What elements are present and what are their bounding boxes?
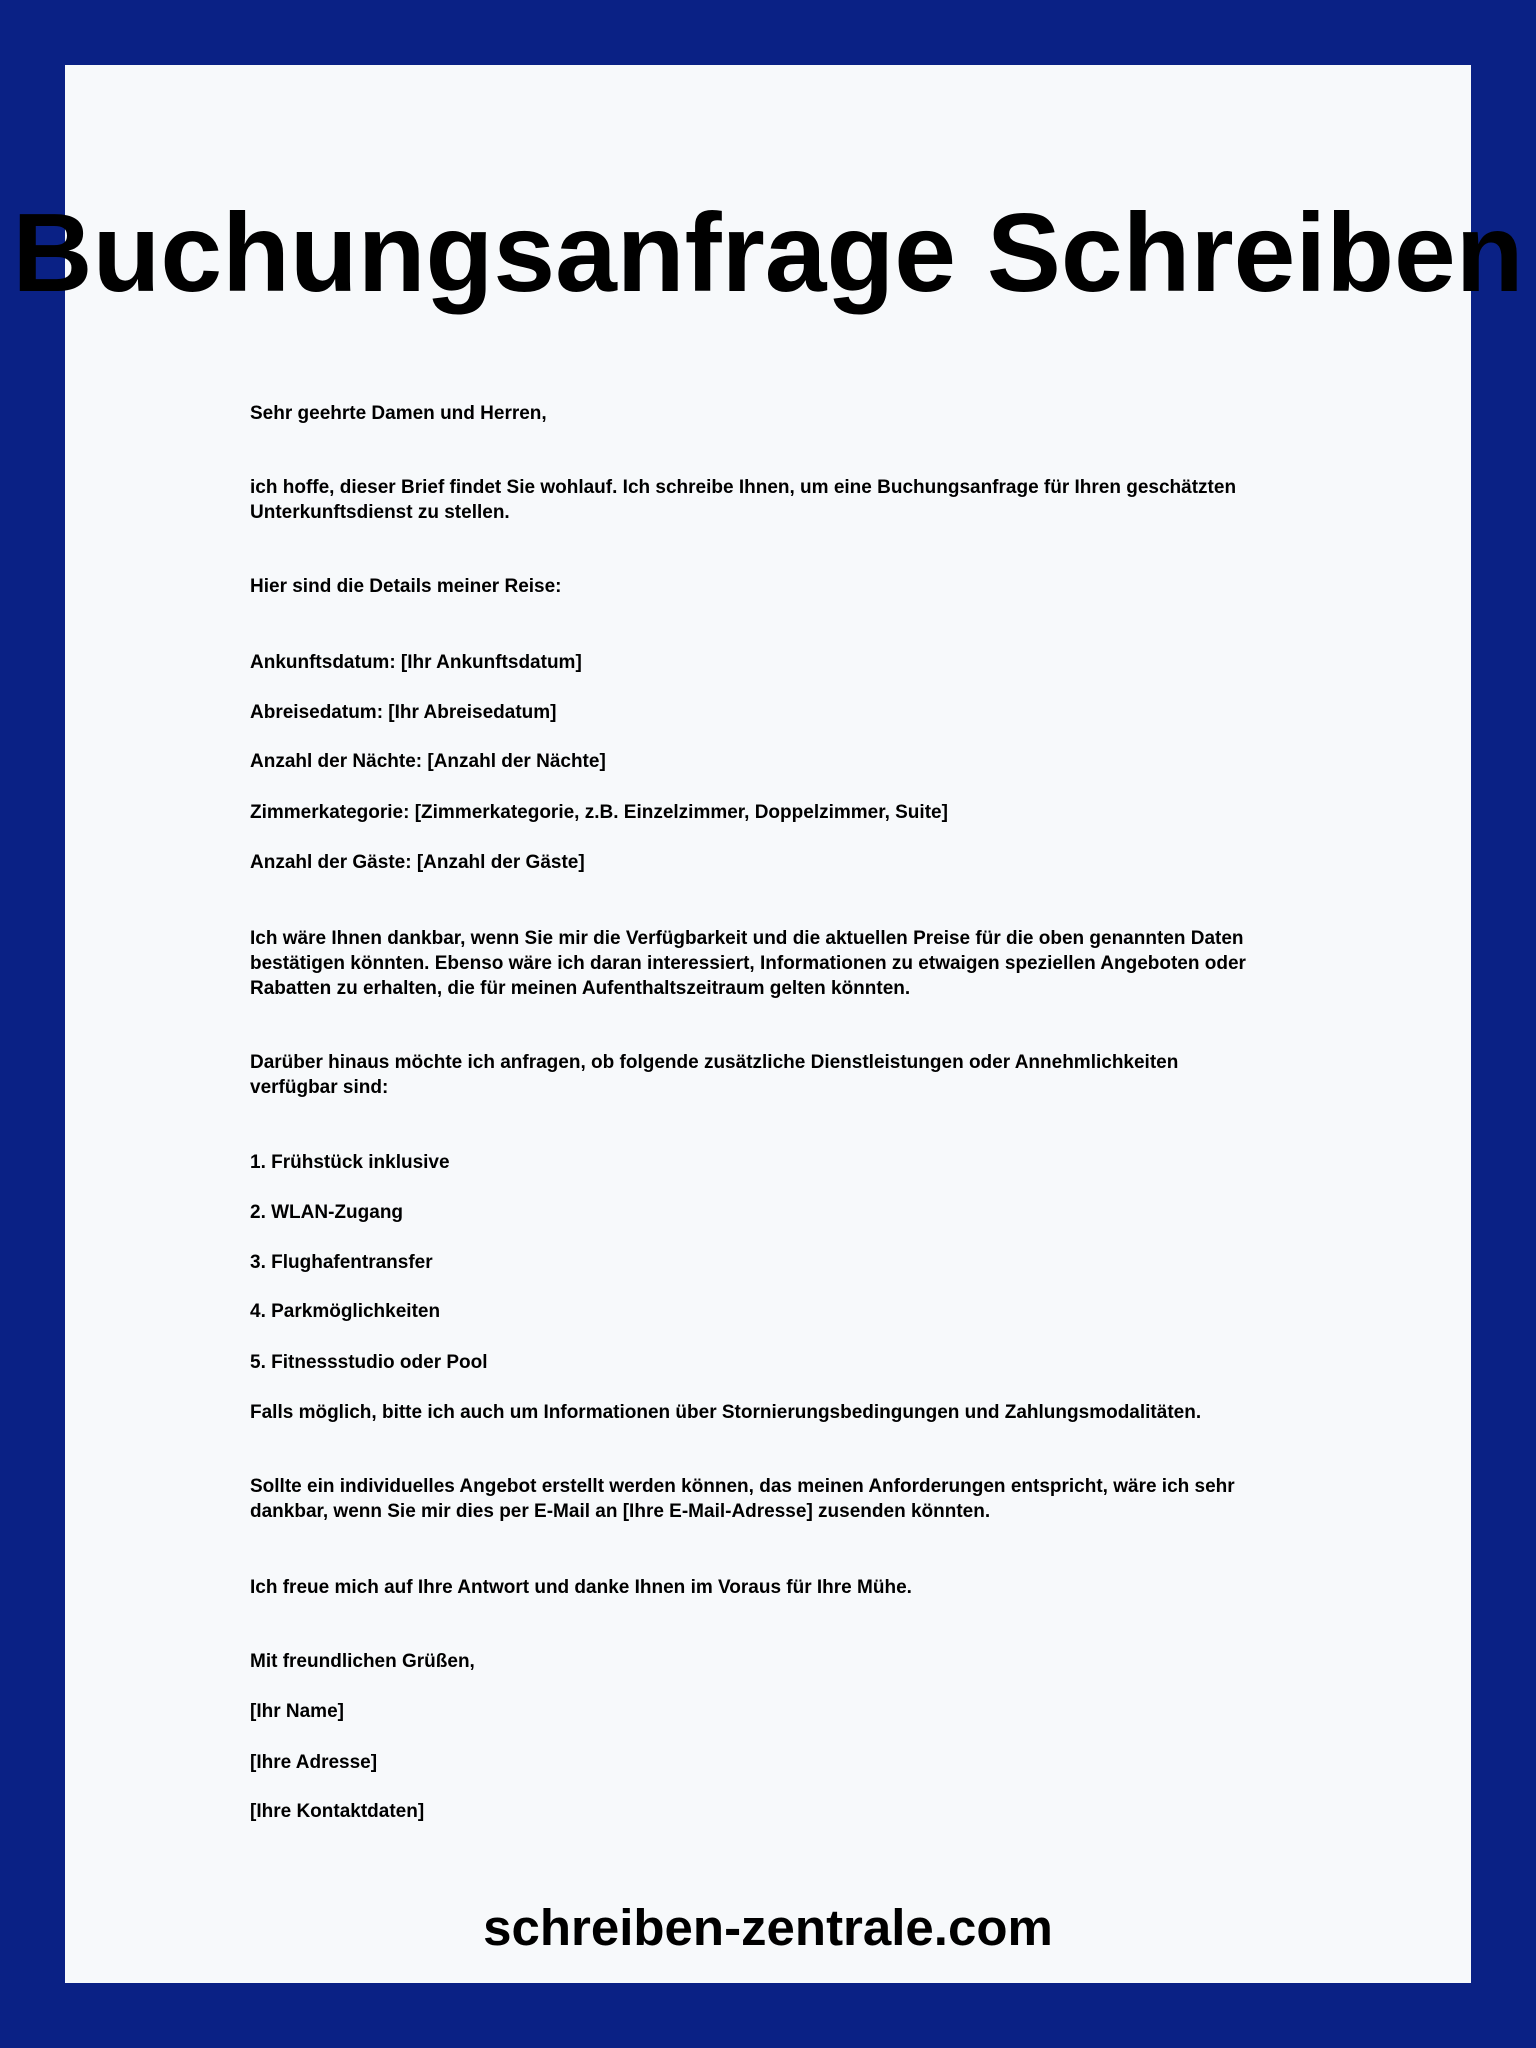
offer-paragraph: Sollte ein individuelles Angebot erstellt werden können, das meinen Anforderungen entspricht, wäre ich sehr dankbar, wenn Sie mir dies per E-Mail an [Ihre E-Mail-Adresse] zusenden könnten. [250,1476,1235,1522]
service-item: 4. Parkmöglichkeiten [250,1301,441,1322]
details-intro: Hier sind die Details meiner Reise: [250,576,562,597]
detail-guests: Anzahl der Gäste: [Anzahl der Gäste] [250,852,585,873]
page-title: Buchungsanfrage Schreiben [12,191,1524,315]
availability-paragraph: Ich wäre Ihnen dankbar, wenn Sie mir die Verfügbarkeit und die aktuellen Preise für die oben genannten Daten bestätigen könnten. Ebenso wäre ich daran interessiert, Informationen zu etwaigen speziellen Angeboten oder Rabatten zu erhalten, die für meinen Aufenthaltszeitraum gelten könnten. [250,928,1246,999]
signature-contact: [Ihre Kontaktdaten] [250,1801,425,1822]
service-item: 5. Fitnessstudio oder Pool [250,1352,488,1373]
closing: Mit freundlichen Grüßen, [250,1651,475,1672]
document-panel [65,65,1471,1983]
service-item: 2. WLAN-Zugang [250,1202,404,1223]
detail-room: Zimmerkategorie: [Zimmerkategorie, z.B. Einzelzimmer, Doppelzimmer, Suite] [250,802,948,823]
service-item: 1. Frühstück inklusive [250,1152,450,1173]
detail-arrival: Ankunftsdatum: [Ihr Ankunftsdatum] [250,652,582,673]
service-item: 3. Flughafentransfer [250,1252,433,1273]
intro-paragraph: ich hoffe, dieser Brief findet Sie wohlauf. Ich schreibe Ihnen, um eine Buchungsanfrage für Ihren geschätzten Unterkunftsdienst zu stellen. [250,477,1237,523]
detail-nights: Anzahl der Nächte: [Anzahl der Nächte] [250,751,606,772]
footer-site-name: schreiben-zentrale.com [483,1899,1053,1956]
detail-departure: Abreisedatum: [Ihr Abreisedatum] [250,702,557,723]
salutation: Sehr geehrte Damen und Herren, [250,403,547,424]
signature-address: [Ihre Adresse] [250,1752,378,1773]
cancellation-paragraph: Falls möglich, bitte ich auch um Informationen über Stornierungsbedingungen und Zahlungsmodalitäten. [250,1402,1202,1423]
services-intro: Darüber hinaus möchte ich anfragen, ob folgende zusätzliche Dienstleistungen oder Annehmlichkeiten verfügbar sind: [250,1052,1179,1098]
signature-name: [Ihr Name] [250,1701,344,1722]
thanks-paragraph: Ich freue mich auf Ihre Antwort und danke Ihnen im Voraus für Ihre Mühe. [250,1577,912,1598]
